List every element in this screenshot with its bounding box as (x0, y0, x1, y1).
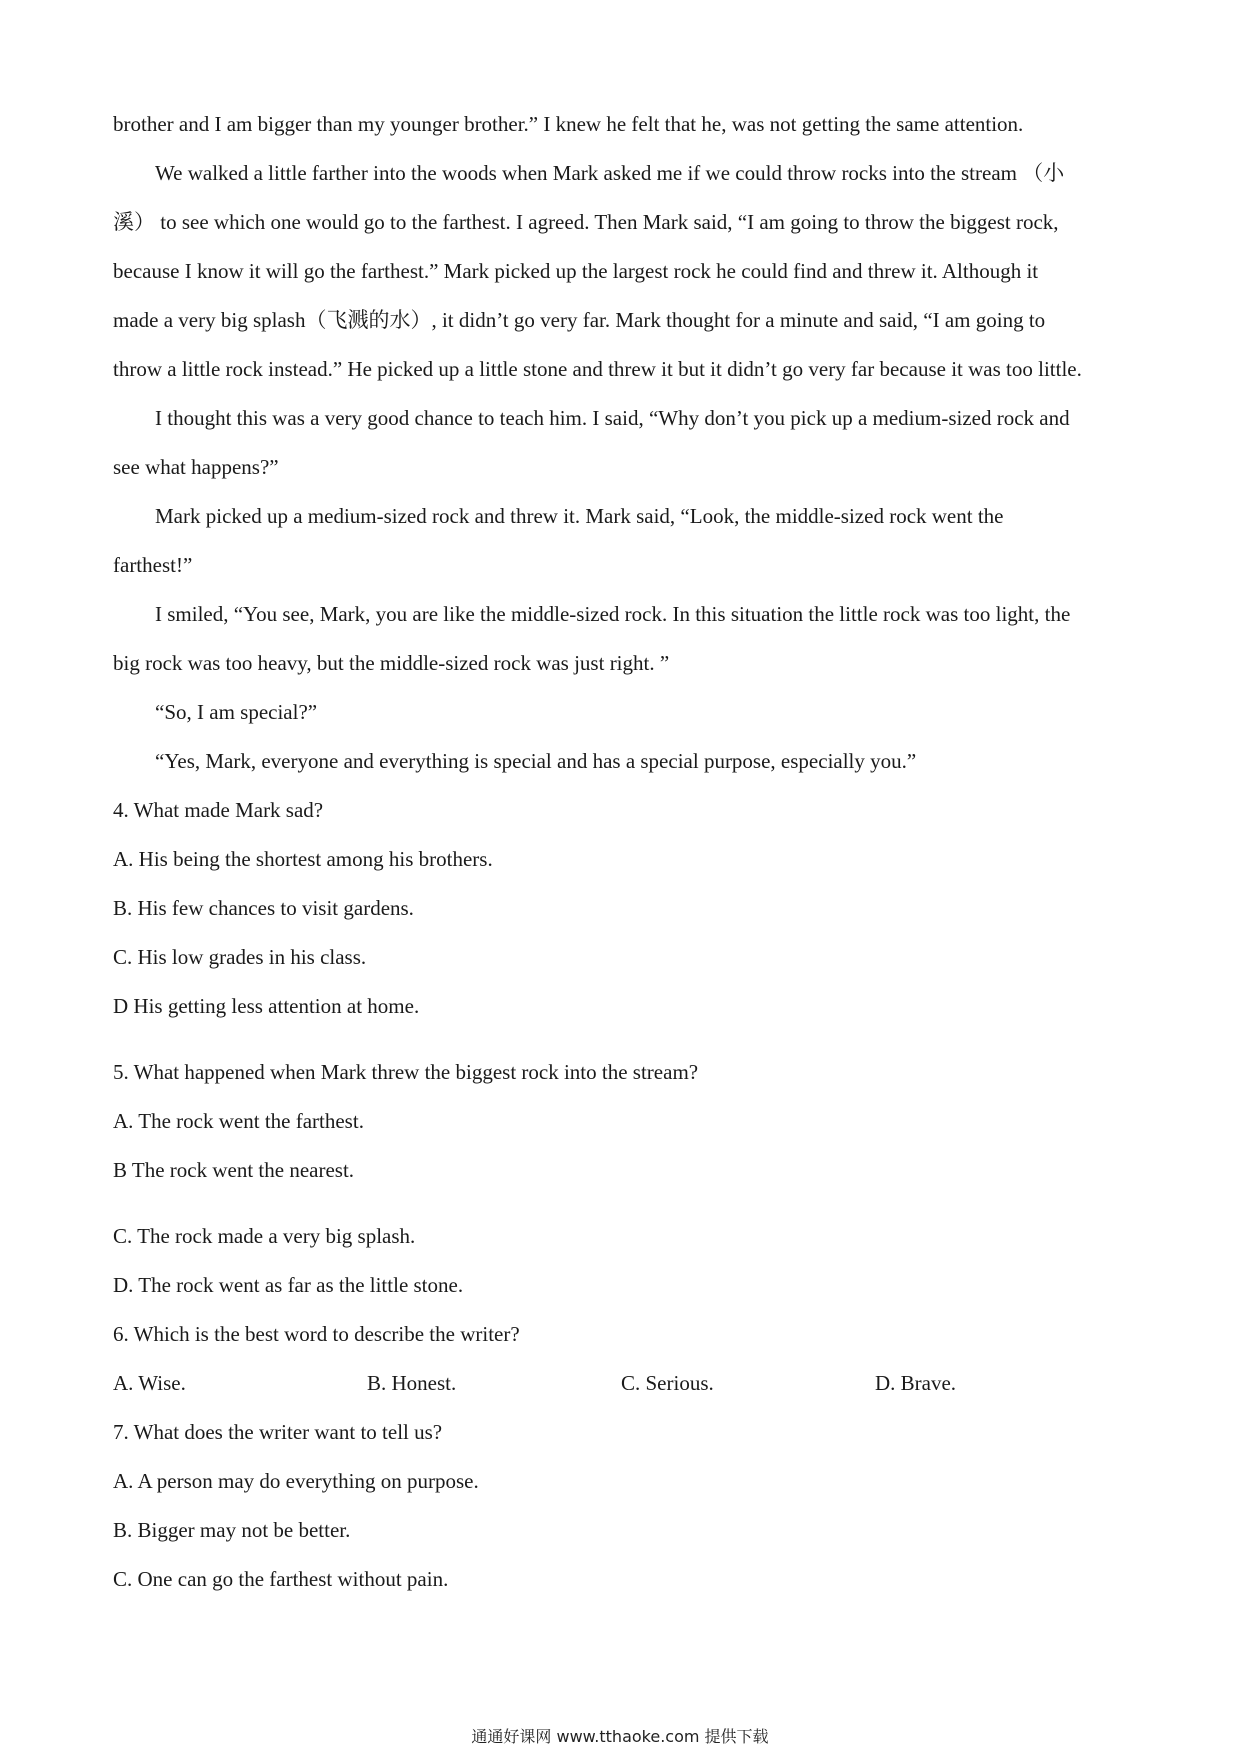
answer-option: A. His being the shortest among his brothers. (113, 847, 493, 871)
passage-line: see what happens?” (113, 455, 279, 479)
passage-line: “Yes, Mark, everyone and everything is special and has a special purpose, especially you.” (155, 749, 917, 773)
answer-option: C. His low grades in his class. (113, 945, 367, 969)
question-5 (113, 1048, 1133, 1310)
question-stem: 5. What happened when Mark threw the biggest rock into the stream? (113, 1060, 699, 1084)
passage-line: big rock was too heavy, but the middle-sized rock was just right. ” (113, 651, 670, 675)
answer-option: C. Serious. (621, 1371, 714, 1395)
passage (113, 100, 1133, 786)
passage-line: “So, I am special?” (155, 700, 318, 724)
question-stem: 7. What does the writer want to tell us? (113, 1420, 443, 1444)
question-7 (113, 1408, 1133, 1604)
answer-option: D. Brave. (875, 1371, 957, 1395)
question-stem: 4. What made Mark sad? (113, 798, 324, 822)
passage-line: made a very big splash（飞溅的水）, it didn’t go very far. Mark thought for a minute and said, “I am going to (113, 308, 1046, 332)
answer-option: B. Bigger may not be better. (113, 1518, 351, 1542)
question-4 (113, 786, 1133, 1031)
passage-line: because I know it will go the farthest.” Mark picked up the largest rock he could find and threw it. Although it (113, 259, 1039, 283)
passage-line: I smiled, “You see, Mark, you are like the middle-sized rock. In this situation the little rock was too light, the (155, 602, 1071, 626)
question-6 (113, 1310, 1133, 1408)
answer-option: B. Honest. (367, 1371, 457, 1395)
passage-line: Mark picked up a medium-sized rock and threw it. Mark said, “Look, the middle-sized rock went the (155, 504, 1004, 528)
answer-option: A. Wise. (113, 1371, 186, 1395)
answer-option: B. His few chances to visit gardens. (113, 896, 414, 920)
passage-line: brother and I am bigger than my younger brother.” I knew he felt that he, was not getting the same attention. (113, 112, 1024, 136)
passage-line: I thought this was a very good chance to teach him. I said, “Why don’t you pick up a medium-sized rock and (155, 406, 1070, 430)
passage-line: farthest!” (113, 553, 193, 577)
exam-page (113, 100, 1133, 1604)
answer-option: C. One can go the farthest without pain. (113, 1567, 449, 1591)
passage-line: 溪） to see which one would go to the farthest. I agreed. Then Mark said, “I am going to throw the biggest rock, (113, 210, 1059, 234)
answer-option: B The rock went the nearest. (113, 1158, 355, 1182)
answer-option: A. A person may do everything on purpose. (113, 1469, 479, 1493)
passage-line: We walked a little farther into the woods when Mark asked me if we could throw rocks into the stream （小 (155, 161, 1065, 185)
answer-option: D His getting less attention at home. (113, 994, 420, 1018)
answer-option: A. The rock went the farthest. (113, 1109, 364, 1133)
answer-options-row (113, 1359, 1133, 1408)
page-footer: 通通好课网 www.tthaoke.com 提供下载 (471, 1727, 769, 1746)
question-stem: 6. Which is the best word to describe the writer? (113, 1322, 520, 1346)
passage-line: throw a little rock instead.” He picked up a little stone and threw it but it didn’t go very far because it was too little. (113, 357, 1082, 381)
answer-option: D. The rock went as far as the little stone. (113, 1273, 464, 1297)
answer-option: C. The rock made a very big splash. (113, 1224, 416, 1248)
